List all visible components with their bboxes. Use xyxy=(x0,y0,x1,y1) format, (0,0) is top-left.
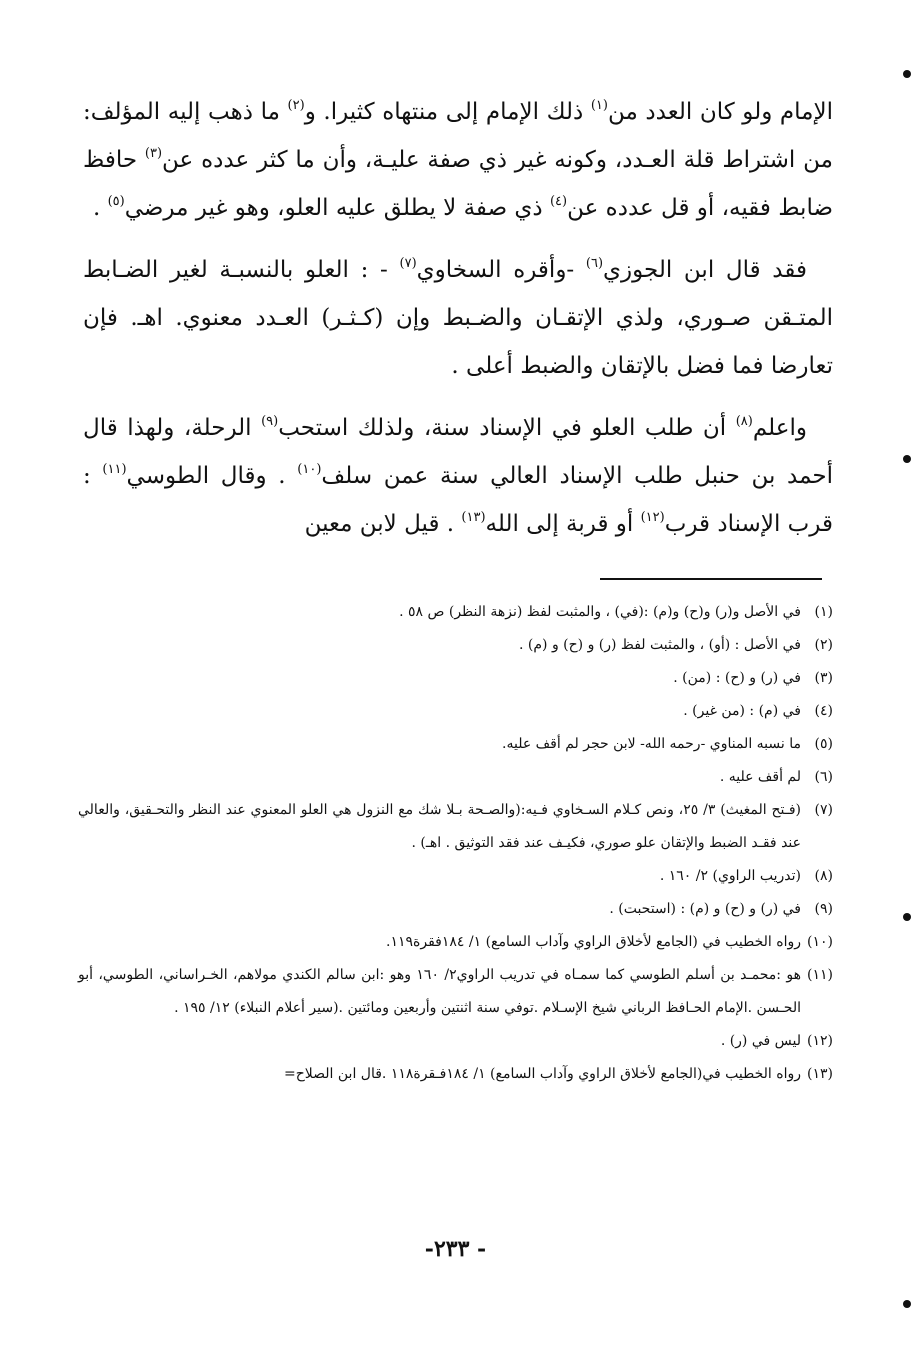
paragraph xyxy=(83,246,833,390)
scan-edge-mark xyxy=(903,1300,911,1308)
footnote-text: في الأصل و(ر) و(ح) و(م) :(في) ، والمثبت لفظ (نزهة النظر) ص ٥٨ . xyxy=(399,604,801,620)
footnote-text: ليس في (ر) . xyxy=(720,1033,801,1049)
footnote-text: في الأصل : (أو) ، والمثبت لفظ (ر) و (ح) و (م) . xyxy=(519,637,801,653)
scan-edge-mark xyxy=(903,70,911,78)
footnote-text: (تدريب الراوي) ٢/ ١٦٠ . xyxy=(659,868,801,884)
footnote-number: (٩) xyxy=(814,901,833,917)
footnote-marker: (٨) xyxy=(735,414,753,429)
footnote-marker: (٤) xyxy=(549,194,568,209)
body-text: حافظ ضابط فقيه، أو قل عدده عن xyxy=(83,147,833,221)
body-text: -وأقره السخاوي xyxy=(416,257,586,283)
footnote-marker: (٦) xyxy=(585,256,604,271)
body-text: . xyxy=(92,195,108,221)
footnote xyxy=(78,959,833,1025)
footnote-number: (٢) xyxy=(814,637,833,653)
body-text: فقد قال ابن الجوزي xyxy=(603,257,807,283)
footnote-marker: (٧) xyxy=(399,256,417,271)
footnote-number: (٣) xyxy=(814,670,833,686)
body-text: . قيل لابن معين xyxy=(304,511,462,537)
footnote-marker: (٢) xyxy=(287,98,305,113)
footnote xyxy=(78,596,833,629)
footnote-text: هو :محمـد بن أسلم الطوسي كما سمـاه في تدريب الراوي٢/ ١٦٠ وهو :ابن سالم الكندي مولاهم، الخـراساني، الطوسي، أبو الحـسن .الإمام الحـافظ الرباني شيخ الإسـلام .توفي سنة اثنتين وأربعين ومائتين .(سير أعلام النبلاء) ١٢/ ١٩٥ . xyxy=(78,967,801,1016)
body-text: الإمام ولو كان العدد من xyxy=(607,99,833,125)
footnote-number: (٤) xyxy=(814,703,833,719)
footnote-marker: (٥) xyxy=(107,194,125,209)
footnote-marker: (١٣) xyxy=(461,510,486,525)
footnotes xyxy=(78,596,833,1091)
footnote-number: (١١) xyxy=(807,967,833,983)
footnote xyxy=(78,926,833,959)
footnote xyxy=(78,1058,833,1091)
footnote-marker: (٣) xyxy=(144,146,163,161)
paragraph xyxy=(83,404,833,548)
main-text xyxy=(83,88,833,562)
footnote-number: (٨) xyxy=(814,868,833,884)
body-text: : قرب الإسناد قرب xyxy=(83,463,833,537)
body-text: - : العلو بالنسبـة لغير الضـابط المتـقن صـوري، ولذي الإتقـان والضـبط وإن (كـثـر) العـدد معنوي. اهـ. فإن تعارضا فما فضل بالإتقان والضبط أعلى . xyxy=(83,257,833,379)
footnote-text: في (م) : (من غير) . xyxy=(683,703,801,719)
footnote xyxy=(78,893,833,926)
body-text: أو قربة إلى الله xyxy=(485,511,641,537)
scan-edge-mark xyxy=(903,455,911,463)
footnote-separator xyxy=(600,578,822,580)
footnote xyxy=(78,662,833,695)
footnote-marker: (١٢) xyxy=(640,510,665,525)
body-text: أن طلب العلو في الإسناد سنة، ولذلك استحب xyxy=(278,415,736,441)
footnote xyxy=(78,695,833,728)
footnote-number: (١٣) xyxy=(807,1066,833,1082)
footnote-marker: (١١) xyxy=(102,462,127,477)
body-text: ذي صفة لا يطلق عليه العلو، وهو غير مرضي xyxy=(124,195,550,221)
footnote-number: (١٢) xyxy=(807,1033,833,1049)
footnote-text: (فـتح المغيث) ٣/ ٢٥، ونص كـلام السـخاوي فـيه:(والصـحة بـلا شك مع النزول هي العلو المعنوي عند النظر والتحـقيق، والعالي عند فقـد الضبط والإتقان علو صوري، فكيـف عند فقد التوثيق . اهـ) . xyxy=(78,802,801,851)
body-text: ذلك الإمام إلى منتهاه كثيرا. و xyxy=(304,99,591,125)
footnote xyxy=(78,794,833,860)
footnote-number: (١٠) xyxy=(807,934,833,950)
footnote-text: في (ر) و (ح) و (م) : (استحبت) . xyxy=(609,901,801,917)
footnote-number: (١) xyxy=(814,604,833,620)
footnote xyxy=(78,1025,833,1058)
footnote xyxy=(78,761,833,794)
footnote xyxy=(78,629,833,662)
footnote xyxy=(78,728,833,761)
footnote-text: رواه الخطيب في (الجامع لأخلاق الراوي وآداب السامع) ١/ ١٨٤فقرة١١٩. xyxy=(386,934,801,950)
body-text: واعلم xyxy=(752,415,807,441)
footnote-marker: (١) xyxy=(590,98,608,113)
footnote-number: (٥) xyxy=(814,736,833,752)
footnote-text: في (ر) و (ح) : (من) . xyxy=(673,670,801,686)
page-number: - ٢٣٣- xyxy=(424,1236,487,1262)
body-text: الرحلة، ولهذا قال أحمد بن حنبل طلب الإسناد العالي سنة عمن سلف xyxy=(83,415,834,489)
footnote-number: (٦) xyxy=(814,769,833,785)
scan-edge-mark xyxy=(903,913,911,921)
footnote-text: ما نسبه المناوي -رحمه الله- لابن حجر لم أقف عليه. xyxy=(502,736,801,752)
footnote-number: (٧) xyxy=(814,802,833,818)
footnote xyxy=(78,860,833,893)
paragraph xyxy=(83,88,833,232)
body-text: ما ذهب إليه المؤلف: من اشتراط قلة العـدد، وكونه غير ذي صفة عليـة، وأن ما كثر عدده عن xyxy=(83,99,833,173)
footnote-marker: (١٠) xyxy=(297,462,322,477)
footnote-text: رواه الخطيب في(الجامع لأخلاق الراوي وآداب السامع) ١/ ١٨٤فـقرة١١٨ .قال ابن الصلاح= xyxy=(284,1066,801,1082)
footnote-text: لم أقف عليه . xyxy=(719,769,801,785)
footnote-marker: (٩) xyxy=(261,414,279,429)
body-text: . وقال الطوسي xyxy=(126,463,298,489)
